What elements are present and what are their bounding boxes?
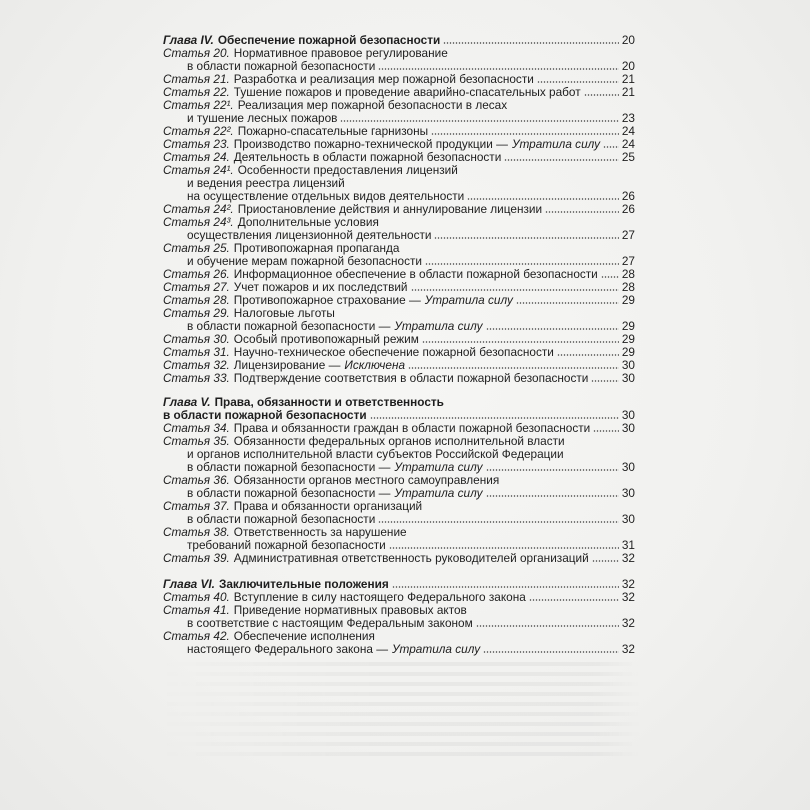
status-note: Утратила силу bbox=[392, 642, 481, 656]
article-title: Приостановление действия и аннулирование лицензии bbox=[237, 202, 543, 216]
article-title: Вступление в силу настоящего Федерального закона bbox=[233, 590, 526, 604]
article-entry bbox=[163, 99, 635, 125]
chapter-title: Заключительные положения bbox=[218, 577, 389, 591]
article-entry bbox=[163, 500, 635, 526]
status-note: Утратила силу bbox=[511, 137, 601, 151]
article-title: Налоговые льготы bbox=[233, 306, 335, 320]
page-number: 31 bbox=[621, 538, 635, 552]
page-number: 27 bbox=[621, 228, 635, 242]
article-title-continued: и органов исполнительной власти субъектов Российской Федерации bbox=[187, 447, 564, 461]
dot-leader bbox=[593, 430, 619, 432]
dot-leader bbox=[476, 625, 619, 627]
dot-leader bbox=[584, 94, 619, 96]
article-title-continued: в области пожарной безопасности bbox=[187, 512, 376, 526]
article-label: Статья 32. bbox=[163, 358, 230, 372]
article-title-continued: и тушение лесных пожаров bbox=[187, 111, 338, 125]
article-title: Противопожарное страхование — bbox=[233, 293, 421, 307]
page-number: 30 bbox=[621, 408, 635, 422]
article-title: Особенности предоставления лицензий bbox=[237, 163, 458, 177]
chapter-title: Обеспечение пожарной безопасности bbox=[217, 33, 441, 47]
page-number: 32 bbox=[621, 616, 635, 630]
page-number: 21 bbox=[621, 72, 635, 86]
page-number: 21 bbox=[621, 85, 635, 99]
bleed-through-text bbox=[160, 662, 640, 762]
dot-leader bbox=[516, 302, 619, 304]
page-number: 26 bbox=[621, 189, 635, 203]
article-title: Тушение пожаров и проведение аварийно-спасательных работ bbox=[233, 85, 581, 99]
dot-leader bbox=[422, 341, 619, 343]
article-title: Реализация мер пожарной безопасности в лесах bbox=[237, 98, 508, 112]
chapter-label: Глава V. bbox=[163, 395, 211, 409]
article-title-continued: и ведения реестра лицензий bbox=[187, 176, 345, 190]
dot-leader bbox=[486, 328, 619, 330]
status-note: Утратила силу bbox=[424, 293, 513, 307]
article-title: Обязанности федеральных органов исполнительной власти bbox=[233, 434, 565, 448]
dot-leader bbox=[557, 354, 619, 356]
article-label: Статья 40. bbox=[163, 590, 230, 604]
article-entry bbox=[163, 552, 635, 565]
article-label: Статья 23. bbox=[163, 137, 230, 151]
article-title: Пожарно-спасательные гарнизоны bbox=[237, 124, 429, 138]
article-label: Статья 34. bbox=[163, 421, 230, 435]
chapter-v bbox=[163, 396, 635, 565]
dot-leader bbox=[378, 68, 619, 70]
dot-leader bbox=[592, 560, 619, 562]
page-number: 24 bbox=[621, 137, 635, 151]
article-title-continued: в области пожарной безопасности — bbox=[187, 460, 391, 474]
page-number: 20 bbox=[621, 33, 635, 47]
article-title: Дополнительные условия bbox=[237, 215, 379, 229]
article-title: Подтверждение соответствия в области пожарной безопасности bbox=[233, 371, 589, 385]
entry-line bbox=[163, 203, 635, 216]
article-title-continued: и обучение мерам пожарной безопасности bbox=[187, 254, 423, 268]
chapter-label: Глава IV. bbox=[163, 33, 214, 47]
article-title-continued: настоящего Федерального закона — bbox=[187, 642, 389, 656]
entry-line bbox=[163, 552, 635, 565]
dot-leader bbox=[443, 42, 619, 44]
page-number: 27 bbox=[621, 254, 635, 268]
article-label: Статья 36. bbox=[163, 473, 230, 487]
article-entry bbox=[163, 372, 635, 385]
article-entry bbox=[163, 604, 635, 630]
chapter-title: Права, обязанности и ответственность bbox=[214, 395, 444, 409]
page-number: 23 bbox=[621, 111, 635, 125]
article-label: Статья 33. bbox=[163, 371, 230, 385]
page-number: 25 bbox=[621, 150, 635, 164]
page-number: 30 bbox=[621, 421, 635, 435]
article-label: Статья 39. bbox=[163, 551, 230, 565]
article-title: Деятельность в области пожарной безопасности bbox=[233, 150, 502, 164]
dot-leader bbox=[370, 417, 619, 419]
article-label: Статья 20. bbox=[163, 46, 230, 60]
article-entry bbox=[163, 164, 635, 203]
article-label: Статья 24². bbox=[163, 202, 234, 216]
article-label: Статья 26. bbox=[163, 267, 230, 281]
article-label: Статья 38. bbox=[163, 525, 230, 539]
article-entry bbox=[163, 307, 635, 333]
article-title: Обязанности органов местного самоуправления bbox=[233, 473, 500, 487]
article-title: Нормативное правовое регулирование bbox=[233, 46, 448, 60]
article-title: Производство пожарно-технической продукции — bbox=[233, 137, 508, 151]
article-label: Статья 25. bbox=[163, 241, 230, 255]
article-title: Разработка и реализация мер пожарной безопасности bbox=[233, 72, 534, 86]
dot-leader bbox=[389, 547, 619, 549]
article-title-continued: осуществления лицензионной деятельности bbox=[187, 228, 432, 242]
article-title: Права и обязанности организаций bbox=[233, 499, 423, 513]
page-number: 28 bbox=[621, 267, 635, 281]
article-title: Учет пожаров и их последствий bbox=[233, 280, 408, 294]
article-title: Ответственность за нарушение bbox=[233, 525, 407, 539]
page-number: 29 bbox=[621, 319, 635, 333]
status-note: Утратила силу bbox=[394, 460, 483, 474]
page-number: 30 bbox=[621, 358, 635, 372]
article-label: Статья 21. bbox=[163, 72, 230, 86]
article-entry bbox=[163, 435, 635, 474]
page-number: 29 bbox=[621, 345, 635, 359]
dot-leader bbox=[425, 263, 619, 265]
dot-leader bbox=[537, 81, 619, 83]
article-title-continued: в области пожарной безопасности — bbox=[187, 486, 391, 500]
article-label: Статья 29. bbox=[163, 306, 230, 320]
page-number: 20 bbox=[621, 59, 635, 73]
article-label: Статья 24³. bbox=[163, 215, 234, 229]
article-entry bbox=[163, 526, 635, 552]
article-entry bbox=[163, 216, 635, 242]
article-title: Обеспечение исполнения bbox=[233, 629, 375, 643]
entry-line bbox=[163, 372, 635, 385]
table-of-contents bbox=[163, 34, 635, 656]
article-title: Особый противопожарный режим bbox=[233, 332, 419, 346]
article-label: Статья 41. bbox=[163, 603, 230, 617]
page-number: 29 bbox=[621, 293, 635, 307]
page-number: 28 bbox=[621, 280, 635, 294]
page-number: 26 bbox=[621, 202, 635, 216]
dot-leader bbox=[431, 133, 619, 135]
dot-leader bbox=[486, 469, 619, 471]
article-label: Статья 22². bbox=[163, 124, 234, 138]
article-title: Информационное обеспечение в области пожарной безопасности bbox=[233, 267, 598, 281]
dot-leader bbox=[434, 237, 618, 239]
page-number: 30 bbox=[621, 486, 635, 500]
status-note: Утратила силу bbox=[394, 486, 483, 500]
article-entry bbox=[163, 47, 635, 73]
dot-leader bbox=[378, 521, 619, 523]
dot-leader bbox=[411, 289, 619, 291]
dot-leader bbox=[392, 586, 619, 588]
dot-leader bbox=[591, 380, 618, 382]
page-number: 30 bbox=[621, 460, 635, 474]
article-title: Приведение нормативных правовых актов bbox=[233, 603, 467, 617]
article-label: Статья 35. bbox=[163, 434, 230, 448]
status-note: Утратила силу bbox=[394, 319, 483, 333]
chapter-iv bbox=[163, 34, 635, 385]
article-title-continued: требований пожарной безопасности bbox=[187, 538, 386, 552]
page-number: 30 bbox=[621, 371, 635, 385]
article-title: Лицензирование — bbox=[233, 358, 341, 372]
article-title: Права и обязанности граждан в области пожарной безопасности bbox=[233, 421, 591, 435]
dot-leader bbox=[483, 651, 619, 653]
article-label: Статья 22¹. bbox=[163, 98, 234, 112]
article-label: Статья 27. bbox=[163, 280, 230, 294]
article-label: Статья 28. bbox=[163, 293, 230, 307]
dot-leader bbox=[545, 211, 619, 213]
article-label: Статья 24¹. bbox=[163, 163, 234, 177]
entry-line bbox=[163, 643, 635, 656]
article-entry bbox=[163, 474, 635, 500]
chapter-title-continued: в области пожарной безопасности bbox=[163, 408, 367, 422]
article-title-continued: в области пожарной безопасности — bbox=[187, 319, 391, 333]
article-label: Статья 37. bbox=[163, 499, 230, 513]
dot-leader bbox=[486, 495, 619, 497]
dot-leader bbox=[601, 276, 619, 278]
article-label: Статья 22. bbox=[163, 85, 230, 99]
page-number: 32 bbox=[621, 551, 635, 565]
article-title: Административная ответственность руководителей организаций bbox=[233, 551, 589, 565]
dot-leader bbox=[529, 599, 619, 601]
article-entry bbox=[163, 203, 635, 216]
page-number: 24 bbox=[621, 124, 635, 138]
article-title-continued: в области пожарной безопасности bbox=[187, 59, 376, 73]
chapter-vi bbox=[163, 578, 635, 656]
dot-leader bbox=[467, 198, 619, 200]
article-entry bbox=[163, 630, 635, 656]
page-number: 30 bbox=[621, 512, 635, 526]
page-number: 32 bbox=[621, 590, 635, 604]
article-title: Противопожарная пропаганда bbox=[233, 241, 400, 255]
page-number: 32 bbox=[621, 642, 635, 656]
dot-leader bbox=[603, 146, 619, 148]
article-label: Статья 31. bbox=[163, 345, 230, 359]
dot-leader bbox=[504, 159, 619, 161]
article-label: Статья 42. bbox=[163, 629, 230, 643]
page-number: 32 bbox=[621, 577, 635, 591]
article-label: Статья 24. bbox=[163, 150, 230, 164]
article-title: Научно-техническое обеспечение пожарной безопасности bbox=[233, 345, 554, 359]
chapter-label: Глава VI. bbox=[163, 577, 215, 591]
article-title-continued: на осуществление отдельных видов деятельности bbox=[187, 189, 465, 203]
article-label: Статья 30. bbox=[163, 332, 230, 346]
status-note: Исключена bbox=[344, 358, 406, 372]
dot-leader bbox=[340, 120, 618, 122]
article-title-continued: в соответствие с настоящим Федеральным законом bbox=[187, 616, 473, 630]
page-number: 29 bbox=[621, 332, 635, 346]
article-entry bbox=[163, 242, 635, 268]
dot-leader bbox=[408, 367, 619, 369]
